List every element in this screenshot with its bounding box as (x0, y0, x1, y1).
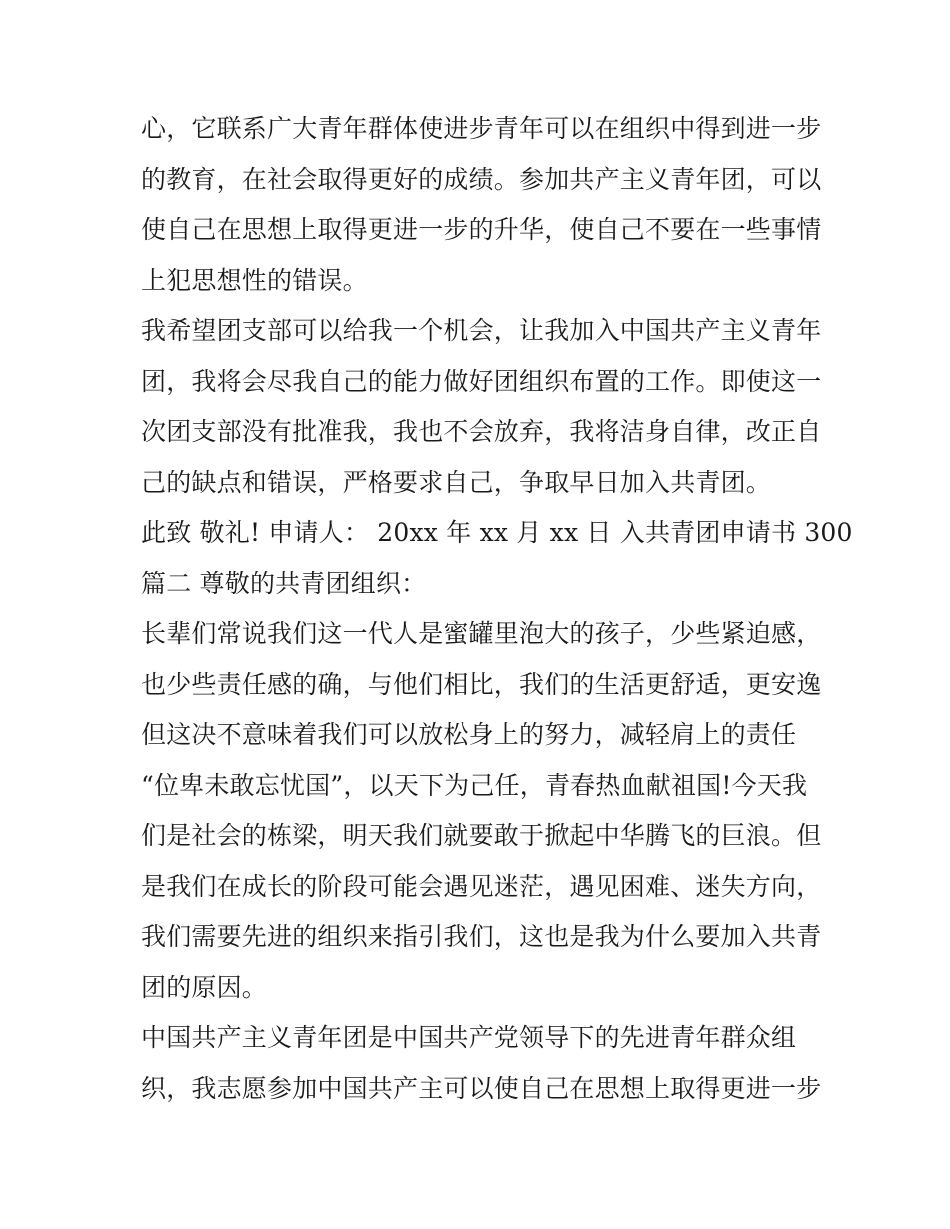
text-line: 我希望团支部可以给我一个机会，让我加入中国共产主义青年 (141, 316, 822, 345)
text-line: 团，我将会尽我自己的能力做好团组织布置的工作。即使这一 (141, 366, 822, 396)
text-line: 我们需要先进的组织来指引我们，这也是我为什么要加入共青 (141, 922, 822, 951)
text-line: 是我们在成长的阶段可能会遇见迷茫，遇见困难、迷失方向， (141, 871, 822, 901)
text-line: 心，它联系广大青年群体使进步青年可以在组织中得到进一步 (141, 114, 822, 143)
text-line: 织，我志愿参加中国共产主可以使自己在思想上取得更进一步 (141, 1073, 822, 1103)
text-line: 长辈们常说我们这一代人是蜜罐里泡大的孩子，少些紧迫感， (141, 619, 822, 648)
text-line: 己的缺点和错误，严格要求自己，争取早日加入共青团。 (141, 467, 772, 497)
text-line: 也少些责任感的确，与他们相比，我们的生活更舒适，更安逸 (141, 669, 822, 699)
text-line: 团的原因。 (141, 972, 268, 1002)
document-body (141, 104, 853, 1114)
section-heading-line: 篇二 尊敬的共青团组织： (141, 568, 427, 598)
text-line: 的教育，在社会取得更好的成绩。参加共产主义青年团，可以 (141, 164, 822, 194)
text-line: 上犯思想性的错误。 (141, 265, 368, 295)
text-line: 次团支部没有批准我，我也不会放弃，我将洁身自律，改正自 (141, 417, 822, 446)
text-line: 但这决不意味着我们可以放松身上的努力，减轻肩上的责任 (141, 720, 797, 749)
text-line: 使自己在思想上取得更进一步的升华，使自己不要在一些事情 (141, 215, 822, 244)
closing-signature-line: 此致 敬礼! 申请人： 20xx 年 xx 月 xx 日 入共青团申请书 300 (141, 518, 853, 547)
text-line: “位卑未敢忘忧国”，以天下为己任，青春热血献祖国!今天我 (141, 770, 808, 800)
text-line: 中国共产主义青年团是中国共产党领导下的先进青年群众组 (141, 1023, 797, 1052)
text-line: 们是社会的栋梁，明天我们就要敢于掀起中华腾飞的巨浪。但 (141, 821, 822, 850)
